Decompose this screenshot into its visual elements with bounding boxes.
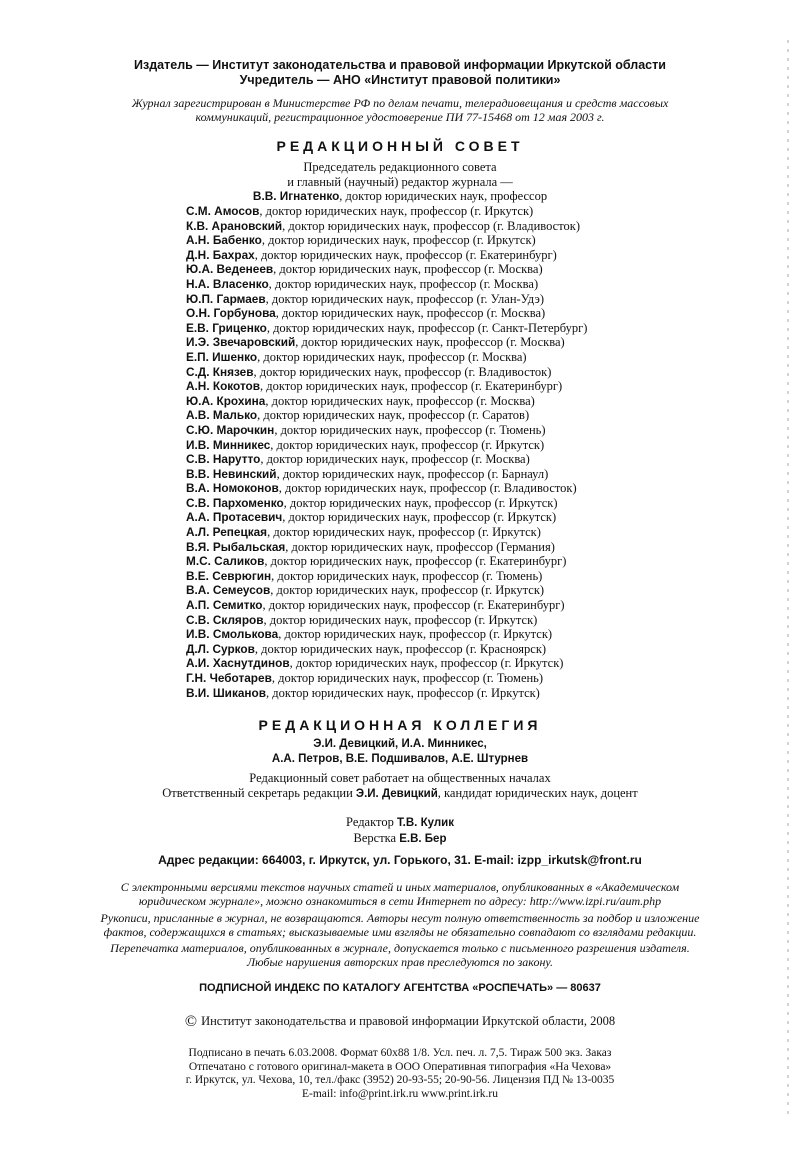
council-member-name: Ю.А. Крохина [186,393,266,408]
council-member-name: С.М. Амосов [186,204,260,218]
registration-line-2: коммуникаций, регистрационное удостоверение ПИ 77-15468 от 12 мая 2003 г. [195,110,605,124]
council-member-role: , доктор юридических наук, профессор (г. Владивосток) [278,481,577,496]
council-member-row [186,583,706,598]
council-member-name: В.Я. Рыбальская [186,539,286,554]
editorial-board-names [0,737,800,767]
council-member-role: , доктор юридических наук, профессор (Германия) [285,539,555,554]
council-member-role: , доктор юридических наук, профессор (г. Тюмень) [274,422,546,437]
council-member-name: И.В. Смолькова [186,627,279,642]
electronic-versions-note [80,880,720,908]
council-member-role: , доктор юридических наук, профессор (г. Екатеринбург) [260,379,563,394]
electronic-line-2: юридическом журнале», можно ознакомиться в сети Интернет по адресу: http://www.izpi.ru/aum.php [138,894,662,908]
secretary-suffix: , кандидат юридических наук, доцент [437,786,638,800]
reprint-line-1: Перепечатка материалов, опубликованных в журнале, допускается только с письменного разрешения издателя. [110,941,690,955]
council-member-row [186,671,706,686]
council-member-row [186,292,706,307]
copyright-line [0,1013,800,1031]
council-member-role: , доктор юридических наук, профессор (г. Иркутск) [261,233,536,248]
council-member-role: , доктор юридических наук, профессор (г. Тюмень) [271,568,543,583]
council-member-row [186,423,706,438]
imprint-line-4: E-mail: info@print.irk.ru www.print.irk.ru [301,1087,499,1100]
chair-line-1: Председатель редакционного совета [303,160,497,174]
council-member-role: , доктор юридических наук, профессор (г. Москва) [295,335,565,350]
editor-line [0,815,800,831]
reprint-note [80,941,720,969]
council-member-row [186,540,706,555]
registration-notice [90,96,710,124]
council-member-role: , доктор юридических наук, профессор (г. Владивосток) [282,218,581,233]
council-member-name: С.В. Скляров [186,612,264,627]
council-member-name: Г.Н. Чеботарев [186,671,272,685]
council-member-row [186,569,706,584]
council-member-row [186,598,706,613]
council-member-name: Д.Л. Сурков [186,641,255,656]
council-member-name: А.П. Семитко [186,598,263,613]
council-member-row [186,438,706,453]
editor-label: Редактор [346,815,397,829]
council-member-role: , доктор юридических наук, профессор (г. Иркутск) [259,204,534,218]
publisher-line: Издатель — Институт законодательства и правовой информации Иркутской области [134,58,666,72]
council-member-row [186,204,706,219]
council-member-name: А.В. Малько [186,408,258,423]
council-member-role: , доктор юридических наук, профессор (г. Улан-Удэ) [265,291,544,306]
manuscripts-line-1: Рукописи, присланные в журнал, не возвращаются. Авторы несут полную ответственность за подбор и изложение [100,911,700,925]
council-member-row [186,365,706,380]
council-member-role: , доктор юридических наук, профессор (г. Иркутск) [282,510,557,525]
editorial-council-title: РЕДАКЦИОННЫЙ СОВЕТ [276,138,524,154]
council-member-name: А.А. Протасевич [186,510,283,525]
council-member-row [186,656,706,671]
council-member-row [186,510,706,525]
council-member-name: Ю.П. Гармаев [186,291,266,306]
board-notes [0,771,800,802]
council-member-role: , доктор юридических наук, профессор (г. Иркутск) [263,612,538,627]
council-member-row [186,262,706,277]
council-member-row [186,408,706,423]
council-member-name: А.И. Хаснутдинов [186,656,290,671]
chair-line-2: и главный (научный) редактор журнала — [287,174,513,189]
council-member-row [186,350,706,365]
manuscripts-line-2: фактов, содержащихся в статьях; высказываемые ими взгляды не обязательно совпадают со взглядами редакции. [103,925,697,939]
council-member-role: , доктор юридических наук, профессор (г. Иркутск) [266,685,540,700]
council-member-role: , доктор юридических наук, профессор (г. Москва) [265,393,535,408]
council-member-name: В.В. Невинский [186,466,277,481]
council-member-role: , доктор юридических наук, профессор (г. Москва) [268,276,539,291]
council-member-role: , доктор юридических наук, профессор (г. Иркутск) [267,525,541,540]
editorial-address: Адрес редакции: 664003, г. Иркутск, ул. Горького, 31. E-mail: izpp_irkutsk@front.ru [158,853,642,867]
chair-role: , доктор юридических наук, профессор [339,189,548,203]
council-member-row [186,452,706,467]
council-member-role: , доктор юридических наук, профессор (г. Москва) [260,452,530,467]
scan-edge-rule [787,40,789,1120]
reprint-line-2: Любые нарушения авторских прав преследуются по закону. [247,955,553,969]
layout-name: Е.В. Бер [399,833,447,845]
volunteer-note: Редакционный совет работает на общественных началах [249,771,551,785]
council-member-row [186,467,706,482]
council-member-name: В.И. Шиканов [186,685,266,700]
council-member-row [186,394,706,409]
editorial-board-title: РЕДАКЦИОННАЯ КОЛЛЕГИЯ [258,717,542,733]
subscription-index: ПОДПИСНОЙ ИНДЕКС ПО КАТАЛОГУ АГЕНТСТВА «РОСПЕЧАТЬ» — 80637 [199,982,601,994]
council-member-role: , доктор юридических наук, профессор (г. Москва) [273,262,543,277]
council-member-row [186,379,706,394]
council-member-row [186,233,706,248]
council-member-role: , доктор юридических наук, профессор (г. Санкт-Петербург) [266,320,588,335]
staff-credits [0,815,800,847]
council-member-name: Д.Н. Бахрах [186,247,255,262]
council-member-name: В.А. Семеусов [186,583,271,598]
council-member-name: С.Д. Князев [186,364,254,379]
council-member-row [186,306,706,321]
council-member-row [186,335,706,350]
council-member-name: Е.В. Гриценко [186,320,267,335]
chair-name: В.В. Игнатенко [252,189,340,203]
council-member-row [186,525,706,540]
chair-entry [0,189,800,204]
print-imprint [0,1047,800,1101]
copyright-icon: © [184,1013,198,1030]
council-member-name: В.А. Номоконов [186,481,279,496]
council-chair [0,160,800,204]
council-member-row [186,613,706,628]
secretary-line [0,786,800,802]
council-member-role: , доктор юридических наук, профессор (г. Иркутск) [270,583,545,598]
council-members-list [186,204,706,700]
council-member-role: , доктор юридических наук, профессор (г. Иркутск) [278,627,553,642]
editor-name: Т.В. Кулик [396,817,454,829]
council-member-row [186,496,706,511]
council-member-name: В.Е. Севрюгин [186,568,272,583]
council-member-role: , доктор юридических наук, профессор (г. Иркутск) [289,656,564,671]
manuscripts-note [80,911,720,939]
council-member-role: , доктор юридических наук, профессор (г. Красноярск) [254,641,547,656]
council-member-name: А.Н. Бабенко [186,233,262,248]
council-member-row [186,277,706,292]
registration-line-1: Журнал зарегистрирован в Министерстве РФ по делам печати, телерадиовещания и средств массовых [131,96,669,110]
board-names-line-1: Э.И. Девицкий, И.А. Минникес, [313,738,487,750]
council-member-role: , доктор юридических наук, профессор (г. Екатеринбург) [254,247,557,262]
council-member-row [186,642,706,657]
council-member-role: , доктор юридических наук, профессор (г. Тюмень) [271,671,544,685]
imprint-line-2: Отпечатано с готового оригинал-макета в ООО Оперативная типография «На Чехова» [188,1060,612,1073]
council-member-name: И.В. Минникес [186,437,271,452]
imprint-line-3: г. Иркутск, ул. Чехова, 10, тел./факс (3952) 20-93-55; 20-90-56. Лицензия ПД № 13-0035 [185,1074,615,1086]
secretary-prefix: Ответственный секретарь редакции [162,786,356,800]
council-member-row [186,481,706,496]
council-member-name: Е.П. Ишенко [186,349,258,364]
council-member-row [186,686,706,701]
copyright-text: Институт законодательства и правовой информации Иркутской области, 2008 [201,1014,616,1028]
council-member-name: А.Н. Кокотов [186,379,261,394]
council-member-name: Ю.А. Веденеев [186,262,274,277]
secretary-name: Э.И. Девицкий [355,788,438,800]
council-member-role: , доктор юридических наук, профессор (г. Екатеринбург) [264,554,567,569]
council-member-name: Н.А. Власенко [186,276,269,291]
imprint-line-1: Подписано в печать 6.03.2008. Формат 60x88 1/8. Усл. печ. л. 7,5. Тираж 500 экз. Заказ [188,1047,612,1059]
council-member-role: , доктор юридических наук, профессор (г. Иркутск) [283,495,558,510]
council-member-name: О.Н. Горбунова [186,306,276,321]
council-member-name: С.Ю. Марочкин [186,422,275,437]
council-member-row [186,627,706,642]
council-member-name: К.В. Арановский [186,218,283,233]
council-member-role: , доктор юридических наук, профессор (г. Москва) [275,306,546,321]
council-member-row [186,554,706,569]
council-member-role: , доктор юридических наук, профессор (г. Барнаул) [276,466,549,481]
council-member-name: А.Л. Репецкая [186,525,268,540]
council-member-row [186,248,706,263]
publisher-info [0,58,800,88]
council-member-role: , доктор юридических наук, профессор (г. Иркутск) [270,437,545,452]
board-names-line-2: А.А. Петров, В.Е. Подшивалов, А.Е. Штурнев [271,753,529,765]
layout-line [0,831,800,847]
founder-line: Учредитель — АНО «Институт правовой политики» [239,73,561,87]
council-member-name: С.В. Нарутто [186,452,261,467]
council-member-row [186,321,706,336]
layout-label: Верстка [353,831,400,845]
council-member-role: , доктор юридических наук, профессор (г. Москва) [257,349,527,364]
council-member-role: , доктор юридических наук, профессор (г. Екатеринбург) [262,598,565,613]
electronic-line-1: С электронными версиями текстов научных статей и иных материалов, опубликованных в «Академическом [120,880,680,894]
council-member-name: М.С. Саликов [186,554,265,569]
council-member-row [186,219,706,234]
council-member-name: С.В. Пархоменко [186,495,284,510]
council-member-role: , доктор юридических наук, профессор (г. Владивосток) [253,364,552,379]
council-member-name: И.Э. Звечаровский [186,335,296,350]
council-member-role: , доктор юридических наук, профессор (г. Саратов) [257,408,530,423]
